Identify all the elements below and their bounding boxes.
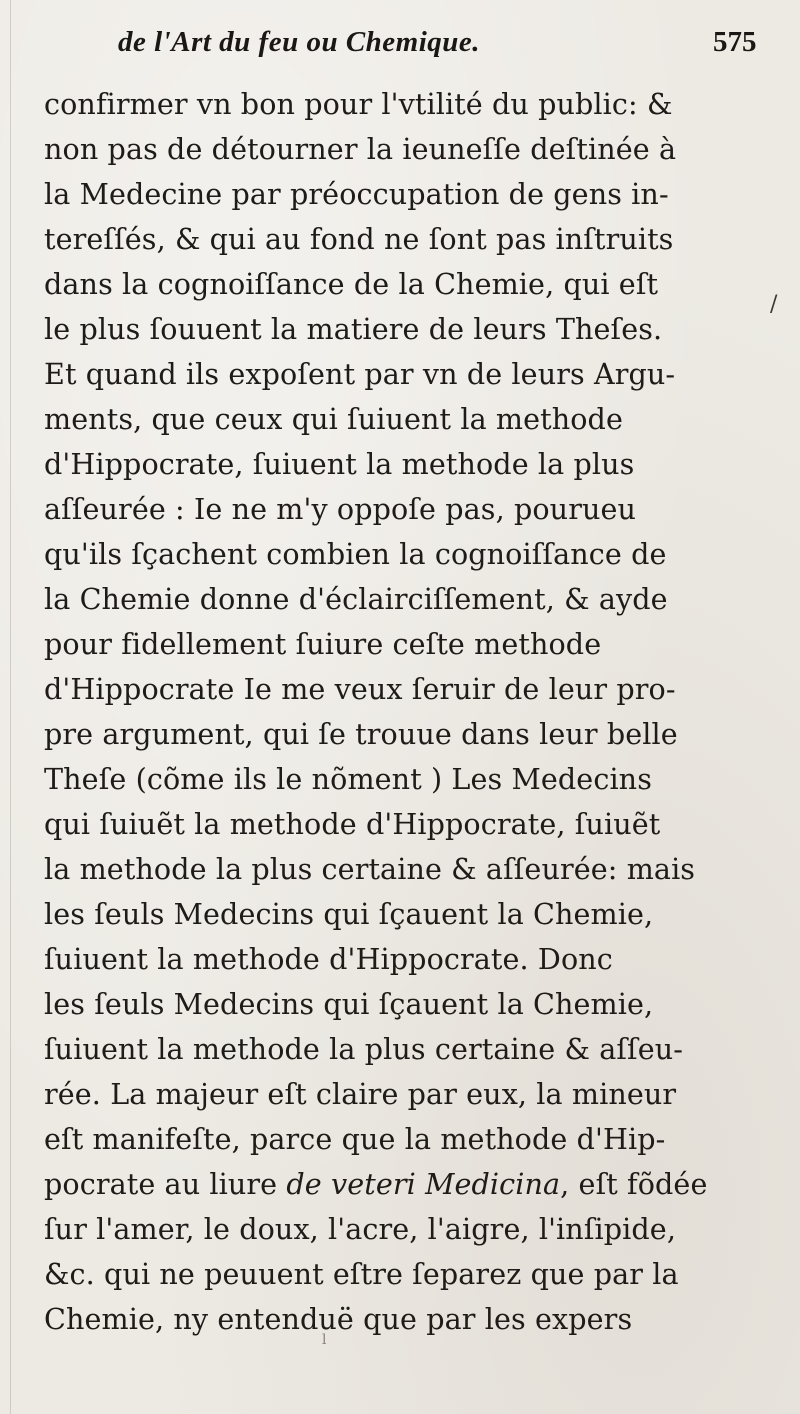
text-line: eſt manifeſte, parce que la methode d'Hip- [44, 1122, 666, 1156]
text-line: qui ſuiuẽt la methode d'Hippocrate, ſuiuẽt [44, 807, 661, 841]
running-head: de l'Art du feu ou Chemique. [118, 26, 481, 58]
page-number: 575 [713, 26, 757, 58]
text-line: confirmer vn bon pour l'vtilité du public: & [44, 87, 673, 121]
text-line: la Chemie donne d'éclairciſſement, & ayde [44, 582, 668, 616]
italic-title: de veteri Medicina [286, 1167, 561, 1201]
text-line: non pas de détourner la ieuneſſe deſtinée à [44, 132, 677, 166]
text-line: ments, que ceux qui ſuiuent la methode [44, 402, 623, 436]
text-line: les ſeuls Medecins qui ſçauent la Chemie, [44, 987, 654, 1021]
text-line: &c. qui ne peuuent eſtre ſeparez que par la [44, 1257, 679, 1291]
text-line: ſuiuent la methode d'Hippocrate. Donc [44, 942, 613, 976]
text-line: d'Hippocrate, ſuiuent la methode la plus [44, 447, 635, 481]
text-line: ſuiuent la methode la plus certaine & aſſeu- [44, 1032, 684, 1066]
text-line: rée. La majeur eſt claire par eux, la mineur [44, 1077, 677, 1111]
text-line: ſur l'amer, le doux, l'acre, l'aigre, l'inſipide, [44, 1212, 677, 1246]
text-line: le plus ſouuent la matiere de leurs Theſes. [44, 312, 663, 346]
margin-mark: / [770, 292, 778, 317]
text-line: qu'ils ſçachent combien la cognoiſſance de [44, 537, 667, 571]
gutter-line [10, 0, 11, 1414]
text-line: d'Hippocrate Ie me veux ſeruir de leur pro- [44, 672, 676, 706]
text-line: dans la cognoiſſance de la Chemie, qui eſt [44, 267, 659, 301]
text-line-mixed [44, 1162, 784, 1207]
text-line: pre argument, qui ſe trouue dans leur belle [44, 717, 678, 751]
line-tail: , eſt fõdée [560, 1167, 708, 1201]
text-line: Et quand ils expoſent par vn de leurs Argu- [44, 357, 676, 391]
text-line: les ſeuls Medecins qui ſçauent la Chemie, [44, 897, 654, 931]
line-lead: pocrate au liure [44, 1167, 287, 1201]
text-line: tereſſés, & qui au fond ne ſont pas inſtruits [44, 222, 674, 256]
text-line: la methode la plus certaine & aſſeurée: mais [44, 852, 696, 886]
text-line: Theſe (cõme ils le nõment ) Les Medecins [44, 762, 652, 796]
text-line: Chemie, ny entenduë que par les expers [44, 1302, 633, 1336]
text-line: pour fidellement ſuiure ceſte methode [44, 627, 602, 661]
text-line: la Medecine par préoccupation de gens in- [44, 177, 669, 211]
signature-mark: l [322, 1332, 327, 1348]
text-line: aſſeurée : Ie ne m'y oppoſe pas, pourueu [44, 492, 637, 526]
body-text [44, 82, 784, 1342]
